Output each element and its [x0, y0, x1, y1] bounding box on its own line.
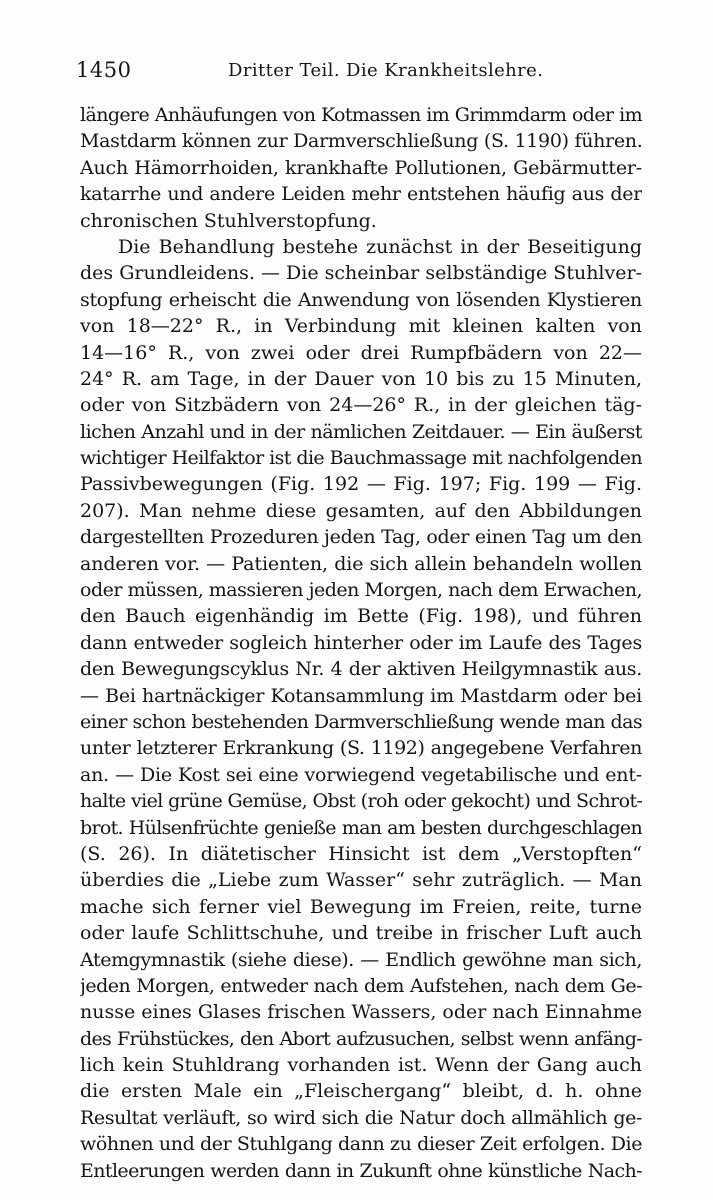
text-line: Die Behandlung bestehe zunächst in der Beseitigung: [118, 235, 642, 258]
body-text: [80, 102, 642, 1184]
text-line: (S. 26). In diätetischer Hinsicht ist dem „Verstopften“: [80, 842, 642, 865]
text-line: von 18—22° R., in Verbindung mit kleinen kalten von: [80, 315, 642, 338]
text-line: Entleerungen werden dann in Zukunft ohne künstliche Nach-: [80, 1159, 642, 1182]
text-line: des Frühstückes, den Abort aufzusuchen, selbst wenn anfäng-: [80, 1027, 642, 1050]
text-line: brot. Hülsenfrüchte genieße man am besten durchgeschlagen: [80, 816, 642, 839]
text-line: an. — Die Kost sei eine vorwiegend vegetabilische und ent-: [80, 763, 642, 786]
text-line: halte viel grüne Gemüse, Obst (roh oder gekocht) und Schrot-: [80, 790, 642, 813]
text-line: — Bei hartnäckiger Kotansammlung im Mastdarm oder bei: [80, 684, 642, 707]
text-line: lichen Anzahl und in der nämlichen Zeitdauer. — Ein äußerst: [80, 420, 642, 443]
text-line: oder von Sitzbädern von 24—26° R., in der gleichen täg-: [80, 394, 642, 417]
text-line: 207). Man nehme diese gesamten, auf den Abbildungen: [80, 499, 642, 522]
text-line: 24° R. am Tage, in der Dauer von 10 bis zu 15 Minuten,: [80, 367, 642, 390]
text-line: chronischen Stuhlverstopfung.: [80, 209, 377, 232]
text-line: mache sich ferner viel Bewegung im Freien, reite, turne: [80, 895, 642, 918]
text-line: Mastdarm können zur Darmverschließung (S. 1190) führen.: [80, 130, 642, 153]
text-line: nusse eines Glases frischen Wassers, oder nach Einnahme: [80, 1001, 642, 1024]
text-line: oder laufe Schlittschuhe, und treibe in frischer Luft auch: [80, 922, 642, 945]
text-line: anderen vor. — Patienten, die sich allein behandeln wollen: [80, 552, 642, 575]
text-line: unter letzterer Erkrankung (S. 1192) angegebene Verfahren: [80, 737, 642, 760]
text-line: dargestellten Prozeduren jeden Tag, oder einen Tag um den: [80, 526, 642, 549]
text-line: lich kein Stuhldrang vorhanden ist. Wenn der Gang auch: [80, 1054, 642, 1077]
text-line: überdies die „Liebe zum Wasser“ sehr zuträglich. — Man: [80, 869, 642, 892]
text-line: den Bauch eigenhändig im Bette (Fig. 198), und führen: [80, 605, 642, 628]
text-line: Passivbewegungen (Fig. 192 — Fig. 197; Fig. 199 — Fig.: [80, 473, 642, 496]
page-header: [76, 58, 646, 88]
text-line: Auch Hämorrhoiden, krankhafte Pollutionen, Gebärmutter-: [80, 156, 642, 179]
text-line: den Bewegungscyklus Nr. 4 der aktiven Heilgymnastik aus.: [80, 658, 642, 681]
page-number: 1450: [76, 58, 132, 82]
text-line: des Grundleidens. — Die scheinbar selbständige Stuhlver-: [80, 262, 642, 285]
text-line: jeden Morgen, entweder nach dem Aufstehen, nach dem Ge-: [80, 974, 642, 997]
text-line: 14—16° R., von zwei oder drei Rumpfbädern von 22—: [80, 341, 642, 364]
text-line: wöhnen und der Stuhlgang dann zu dieser Zeit erfolgen. Die: [80, 1133, 642, 1156]
text-line: längere Anhäufungen von Kotmassen im Grimmdarm oder im: [80, 104, 642, 126]
text-line: stopfung erheischt die Anwendung von lösenden Klystieren: [80, 288, 642, 311]
text-line: oder müssen, massieren jeden Morgen, nach dem Erwachen,: [80, 579, 642, 602]
text-line: wichtiger Heilfaktor ist die Bauchmassage mit nachfolgenden: [80, 447, 642, 470]
running-head: Dritter Teil. Die Krankheitslehre.: [228, 60, 544, 81]
text-line: einer schon bestehenden Darmverschließung wende man das: [80, 710, 642, 733]
text-line: Resultat verläuft, so wird sich die Natur doch allmählich ge-: [80, 1106, 642, 1129]
text-line: dann entweder sogleich hinterher oder im Laufe des Tages: [80, 631, 642, 654]
text-line: katarrhe und andere Leiden mehr entstehen häufig aus der: [80, 183, 642, 206]
text-line: die ersten Male ein „Fleischergang“ bleibt, d. h. ohne: [80, 1080, 642, 1103]
text-line: Atemgymnastik (siehe diese). — Endlich gewöhne man sich,: [80, 948, 642, 971]
